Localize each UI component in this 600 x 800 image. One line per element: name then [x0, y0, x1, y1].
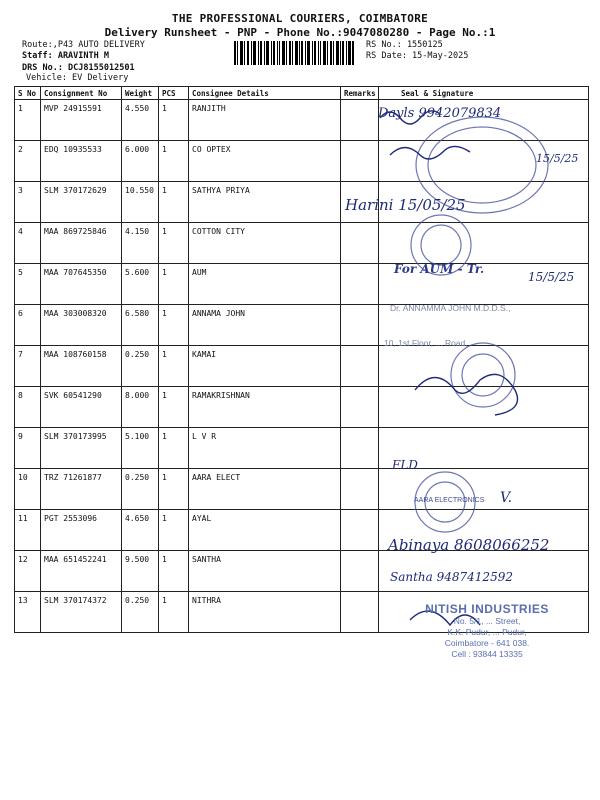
table-row: [15, 223, 589, 264]
cell-consignee: AARA ELECT: [189, 469, 341, 510]
cell-consignment: PGT 2553096: [41, 510, 122, 551]
cell-pcs: 1: [159, 305, 189, 346]
cell-pcs: 1: [159, 141, 189, 182]
annamma-stamp-line2: 10, 1st Floor, ... Road,: [384, 338, 468, 348]
cell-remarks: [341, 141, 379, 182]
cell-remarks: [341, 305, 379, 346]
cell-consignment: SLM 370173995: [41, 428, 122, 469]
cell-pcs: 1: [159, 223, 189, 264]
vehicle-info: Vehicle: EV Delivery: [26, 73, 129, 83]
cell-consignee: L V R: [189, 428, 341, 469]
cell-pcs: 1: [159, 510, 189, 551]
cell-weight: 10.550: [122, 182, 159, 223]
handwriting-row11: Abinaya 8608066252: [388, 536, 550, 554]
col-pcs: PCS: [159, 87, 189, 100]
cell-sno: 10: [15, 469, 41, 510]
cell-signature: [379, 346, 589, 387]
cell-sno: 1: [15, 100, 41, 141]
barcode: [234, 41, 354, 65]
cell-weight: 0.250: [122, 346, 159, 387]
nitish-line3: Coimbatore - 641 038.: [444, 638, 530, 648]
cell-consignment: MAA 303008320: [41, 305, 122, 346]
col-weight: Weight: [122, 87, 159, 100]
cell-consignment: TRZ 71261877: [41, 469, 122, 510]
cell-sno: 9: [15, 428, 41, 469]
cell-weight: 4.650: [122, 510, 159, 551]
cell-weight: 9.500: [122, 551, 159, 592]
cell-pcs: 1: [159, 100, 189, 141]
handwriting-row5: 15/5/25: [528, 270, 575, 284]
cell-consignment: MAA 651452241: [41, 551, 122, 592]
route-info: Route:,P43 AUTO DELIVERY: [22, 40, 145, 50]
cell-pcs: 1: [159, 551, 189, 592]
cell-weight: 8.000: [122, 387, 159, 428]
handwriting-row10b: V.: [500, 490, 513, 506]
rs-number: RS No.: 1550125: [366, 40, 443, 50]
cell-consignment: MVP 24915591: [41, 100, 122, 141]
cell-pcs: 1: [159, 469, 189, 510]
handwriting-row1: Dayls 9942079834: [378, 106, 502, 121]
cell-consignment: EDQ 10935533: [41, 141, 122, 182]
runsheet-title: Delivery Runsheet - PNP - Phone No.:9047080280 - Page No.:1: [104, 26, 496, 39]
aara-stamp-text: AARA ELECTRONICS: [414, 497, 485, 504]
handwriting-row12: Santha 9487412592: [390, 570, 513, 584]
cell-consignee: NITHRA: [189, 592, 341, 633]
cell-consignment: SVK 60541290: [41, 387, 122, 428]
cell-sno: 13: [15, 592, 41, 633]
cell-consignment: SLM 370174372: [41, 592, 122, 633]
table-row: [15, 387, 589, 428]
cell-consignee: COTTON CITY: [189, 223, 341, 264]
col-remarks: Remarks: [341, 87, 379, 100]
cell-weight: 6.000: [122, 141, 159, 182]
cell-weight: 0.250: [122, 592, 159, 633]
cell-sno: 3: [15, 182, 41, 223]
cell-remarks: [341, 428, 379, 469]
table-row: [15, 100, 589, 141]
table-header-row: [15, 87, 589, 100]
cell-consignment: MAA 108760158: [41, 346, 122, 387]
cell-consignee: KAMAI: [189, 346, 341, 387]
table-row: [15, 141, 589, 182]
cell-pcs: 1: [159, 182, 189, 223]
cell-consignee: CO OPTEX: [189, 141, 341, 182]
handwriting-row10: FLD: [392, 458, 418, 472]
cell-consignment: MAA 869725846: [41, 223, 122, 264]
cell-remarks: [341, 387, 379, 428]
staff-info: Staff: ARAVINTH M: [22, 51, 109, 61]
nitish-industries-stamp: [402, 602, 572, 660]
col-consignee: Consignee Details: [189, 87, 341, 100]
col-consignment: Consignment No: [41, 87, 122, 100]
cell-sno: 7: [15, 346, 41, 387]
nitish-title: NITISH INDUSTRIES: [425, 602, 549, 616]
cell-weight: 4.150: [122, 223, 159, 264]
drs-number: DRS No.: DCJ8155012501: [22, 63, 135, 73]
cell-remarks: [341, 592, 379, 633]
handwriting-row2: 15/5/25: [536, 152, 579, 165]
cell-consignee: AYAL: [189, 510, 341, 551]
cell-remarks: [341, 100, 379, 141]
col-signature: Seal & Signature: [379, 87, 589, 100]
cell-consignee: AUM: [189, 264, 341, 305]
nitish-line1: No. 5/1, ... Street,: [453, 616, 521, 626]
cell-weight: 0.250: [122, 469, 159, 510]
cell-pcs: 1: [159, 592, 189, 633]
table-row: [15, 346, 589, 387]
cell-consignee: ANNAMA JOHN: [189, 305, 341, 346]
annamma-stamp-line1: Dr. ANNAMMA JOHN M.D.D.S.,: [390, 303, 511, 313]
nitish-line2: K.K. Pudur, ... Pudur,: [447, 627, 527, 637]
cell-sno: 4: [15, 223, 41, 264]
table-row: [15, 428, 589, 469]
cell-remarks: [341, 223, 379, 264]
table-row: [15, 264, 589, 305]
col-sno: S No: [15, 87, 41, 100]
cell-pcs: 1: [159, 387, 189, 428]
cell-sno: 8: [15, 387, 41, 428]
cell-consignee: SANTHA: [189, 551, 341, 592]
for-aum-stamp: For AUM - Tr.: [394, 262, 485, 276]
cell-consignee: RAMAKRISHNAN: [189, 387, 341, 428]
cell-pcs: 1: [159, 428, 189, 469]
cell-weight: 4.550: [122, 100, 159, 141]
cell-remarks: [341, 264, 379, 305]
table-row: [15, 182, 589, 223]
cell-consignment: MAA 707645350: [41, 264, 122, 305]
cell-remarks: [341, 346, 379, 387]
cell-remarks: [341, 510, 379, 551]
cell-sno: 2: [15, 141, 41, 182]
cell-sno: 11: [15, 510, 41, 551]
cell-pcs: 1: [159, 264, 189, 305]
cell-weight: 5.600: [122, 264, 159, 305]
cell-signature: [379, 223, 589, 264]
cell-sno: 5: [15, 264, 41, 305]
rs-date: RS Date: 15-May-2025: [366, 51, 469, 61]
cell-pcs: 1: [159, 346, 189, 387]
cell-consignee: RANJITH: [189, 100, 341, 141]
company-title: THE PROFESSIONAL COURIERS, COIMBATORE: [171, 12, 429, 25]
cell-sno: 12: [15, 551, 41, 592]
cell-sno: 6: [15, 305, 41, 346]
cell-consignment: SLM 370172629: [41, 182, 122, 223]
cell-remarks: [341, 551, 379, 592]
cell-weight: 5.100: [122, 428, 159, 469]
cell-weight: 6.580: [122, 305, 159, 346]
nitish-line4: Cell : 93844 13335: [451, 649, 523, 659]
cell-remarks: [341, 469, 379, 510]
handwriting-row3: Harini 15/05/25: [345, 196, 466, 214]
cell-signature: [379, 387, 589, 428]
cell-consignee: SATHYA PRIYA: [189, 182, 341, 223]
